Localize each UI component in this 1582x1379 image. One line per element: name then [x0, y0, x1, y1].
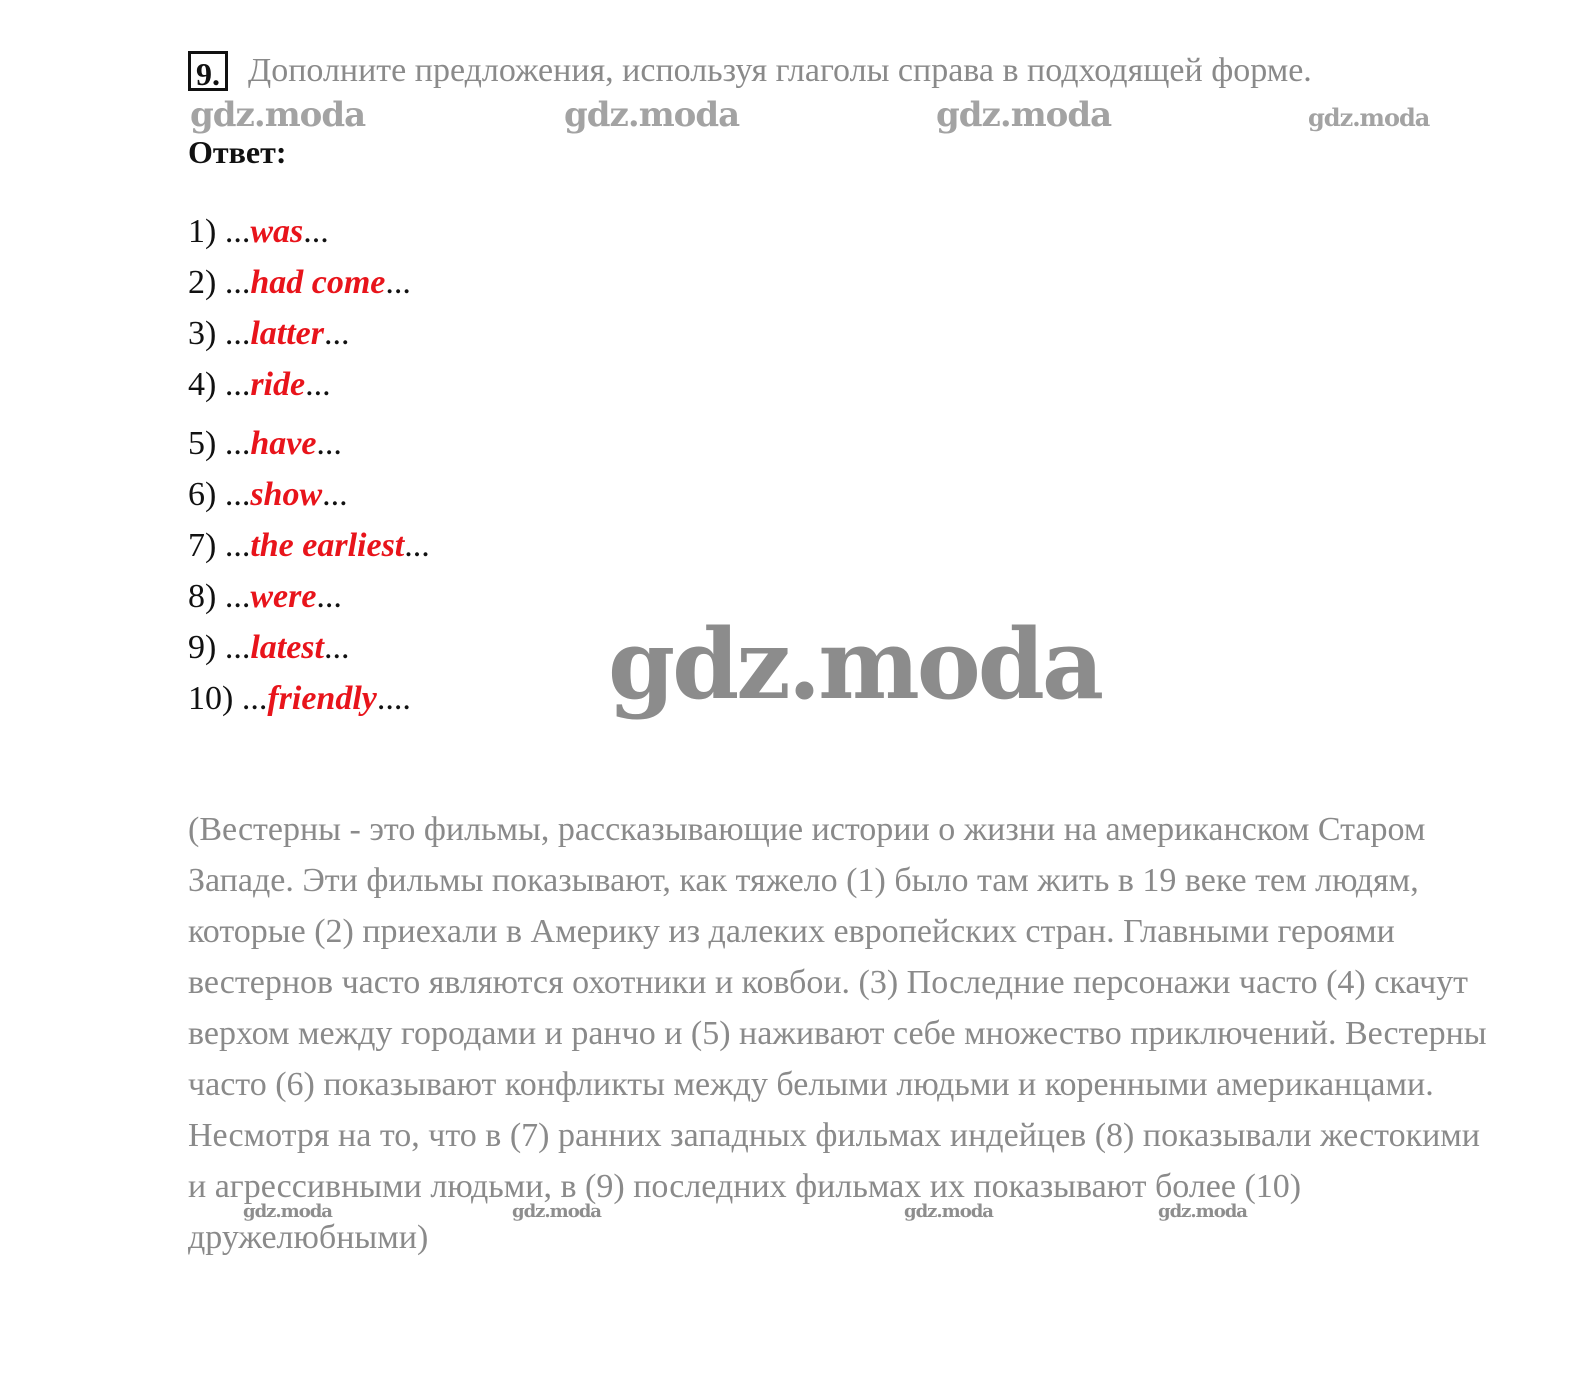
- watermark-top-1: gdz.moda: [190, 95, 366, 135]
- answer-item: [188, 520, 430, 571]
- answer-word: the earliest: [250, 527, 405, 564]
- answer-word: show: [250, 476, 323, 513]
- watermark-center: gdz.moda: [608, 608, 1102, 721]
- answer-ellipsis: ...: [303, 213, 329, 250]
- answer-label: Ответ:: [188, 134, 287, 170]
- answer-item: [188, 359, 430, 410]
- answer-item: [188, 308, 430, 359]
- watermark-bottom-2: gdz.moda: [512, 1201, 601, 1222]
- watermark-top-3: gdz.moda: [936, 95, 1112, 135]
- answer-item: [188, 206, 430, 257]
- answer-ellipsis: ...: [324, 315, 350, 352]
- answer-item: [188, 469, 430, 520]
- answer-number: 3) ...: [188, 315, 251, 352]
- task-number: 9.: [188, 51, 228, 91]
- answer-ellipsis: ...: [324, 629, 350, 666]
- answer-item: [188, 673, 430, 724]
- watermark-bottom-1: gdz.moda: [243, 1201, 332, 1222]
- answer-item: [188, 622, 430, 673]
- task-instruction: Дополните предложения, используя глаголы справа в подходящей форме.: [248, 52, 1312, 89]
- answer-ellipsis: ...: [322, 476, 348, 513]
- answer-word: have: [250, 425, 317, 462]
- watermark-top-2: gdz.moda: [564, 95, 740, 135]
- answer-ellipsis: ...: [316, 425, 342, 462]
- answer-word: was: [250, 213, 304, 250]
- answer-number: 8) ...: [188, 578, 251, 615]
- watermark-bottom-4: gdz.moda: [1158, 1201, 1247, 1222]
- answer-word: friendly: [267, 680, 377, 717]
- answer-number: 9) ...: [188, 629, 251, 666]
- answer-ellipsis: ...: [385, 264, 411, 301]
- answer-item: [188, 571, 430, 622]
- answer-word: ride: [250, 366, 306, 403]
- answer-list: [188, 206, 430, 724]
- watermark-bottom-3: gdz.moda: [904, 1201, 993, 1222]
- watermark-top-4: gdz.moda: [1308, 103, 1430, 132]
- answer-number: 7) ...: [188, 527, 251, 564]
- answer-word: latter: [250, 315, 324, 352]
- translation-text: (Вестерны - это фильмы, рассказывающие истории о жизни на американском Старом Западе. Эти фильмы показывают, как тяжело (1) было там жить в 19 веке тем людям, которые (2) приехали в Америку из далеких европейских стран. Главными героями вестернов часто являются охотники и ковбои. (3) Последние персонажи часто (4) скачут верхом между городами и ранчо и (5) наживают себе множество приключений. Вестерны часто (6) показывают конфликты между белыми людьми и коренными американцами. Несмотря на то, что в (7) ранних западных фильмах индейцев (8) показывали жестокими и агрессивными людьми, в (9) последних фильмах их показывают более (10) дружелюбными): [188, 811, 1487, 1256]
- answer-number: 10) ...: [188, 680, 268, 717]
- answer-ellipsis: ....: [376, 680, 411, 717]
- answer-ellipsis: ...: [305, 366, 331, 403]
- answer-number: 6) ...: [188, 476, 251, 513]
- answer-number: 1) ...: [188, 213, 251, 250]
- answer-number: 2) ...: [188, 264, 251, 301]
- answer-number: 4) ...: [188, 366, 251, 403]
- answer-item: [188, 418, 430, 469]
- task-header: [188, 46, 1312, 96]
- answer-word: had come: [250, 264, 386, 301]
- answer-word: latest: [250, 629, 324, 666]
- answer-item: [188, 257, 430, 308]
- answer-word: were: [250, 578, 317, 615]
- answer-ellipsis: ...: [404, 527, 430, 564]
- answer-number: 5) ...: [188, 425, 251, 462]
- answer-ellipsis: ...: [316, 578, 342, 615]
